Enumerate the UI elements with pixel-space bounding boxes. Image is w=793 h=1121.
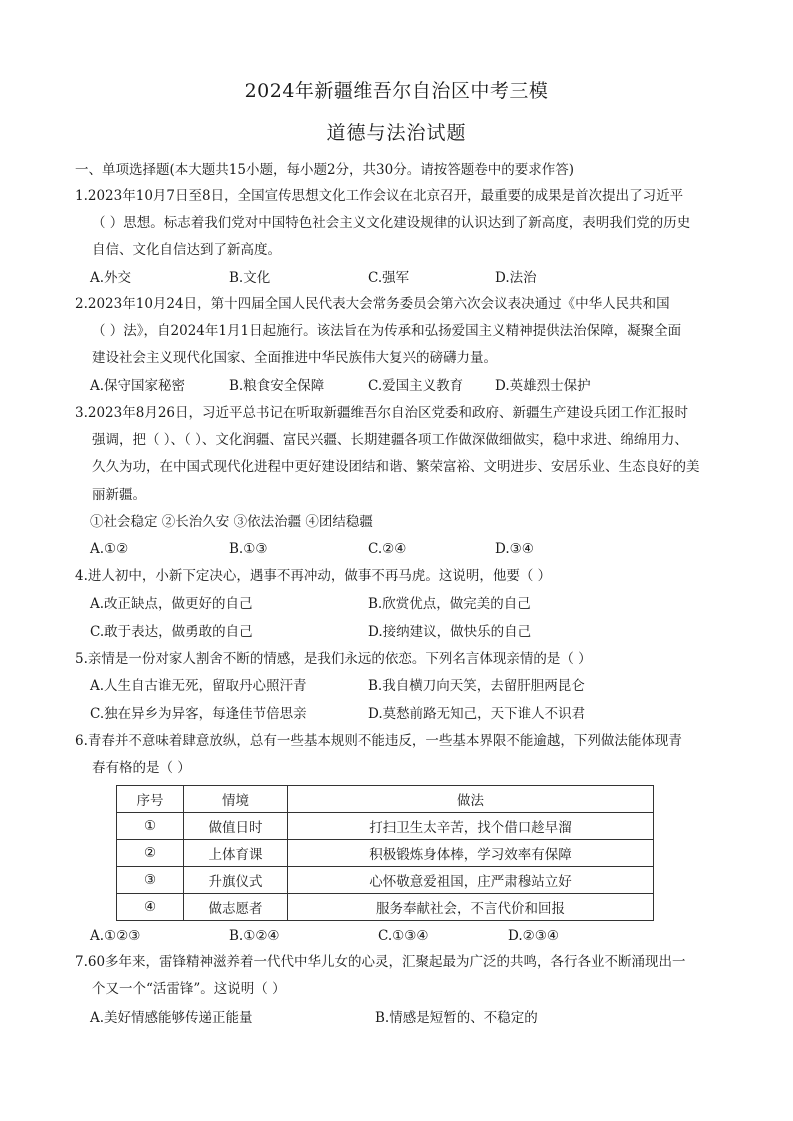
question-5-line-1: 5.亲情是一份对家人割舍不断的情感，是我们永远的依恋。下列名言体现亲情的是（ ）: [75, 651, 592, 667]
exam-title: 2024年新疆维吾尔自治区中考三模: [244, 80, 549, 102]
question-5-option-a[interactable]: A.人生自古谁无死，留取丹心照汗青: [90, 678, 307, 694]
question-6-option-c[interactable]: C.①③④: [378, 928, 429, 944]
table-cell: ④: [117, 894, 184, 921]
question-6-option-a[interactable]: A.①②③: [90, 928, 141, 944]
question-5-option-c[interactable]: C.独在异乡为异客，每逢佳节倍思亲: [90, 706, 307, 722]
question-1-line-1: 1.2023年10月7日至8日，全国宣传思想文化工作会议在北京召开，最重要的成果是首次提出了习近平: [75, 188, 684, 204]
question-2-option-b[interactable]: B.粮食安全保障: [229, 378, 325, 394]
question-3-line-2: 强调，把（ ）、（ ）、文化润疆、富民兴疆、长期建疆各项工作做深做细做实，稳中求进、绵绵用力、: [92, 432, 688, 448]
question-5-option-b[interactable]: B.我自横刀向天笑，去留肝胆两昆仑: [368, 678, 585, 694]
table-cell: 升旗仪式: [184, 867, 288, 894]
table-cell: 服务奉献社会，不言代价和回报: [288, 894, 654, 921]
table-cell: 积极锻炼身体棒，学习效率有保障: [288, 840, 654, 867]
question-1-option-d[interactable]: D.法治: [495, 270, 537, 286]
question-1-option-b[interactable]: B.文化: [229, 270, 271, 286]
question-7-option-b[interactable]: B.情感是短暂的、不稳定的: [375, 1010, 538, 1026]
question-7-line-1: 7.60多年来，雷锋精神滋养着一代代中华儿女的心灵，汇聚起最为广泛的共鸣，各行各业不断涌现出一: [75, 954, 686, 970]
section-heading: 一、单项选择题(本大题共15小题，每小题2分，共30分。请按答题卷中的要求作答): [75, 162, 574, 178]
question-7-line-2: 个又一个“活雷锋”。这说明（ ）: [92, 981, 286, 997]
table-header-scenario: 情境: [184, 786, 288, 813]
table-cell: 做值日时: [184, 813, 288, 840]
question-4-option-a[interactable]: A.改正缺点，做更好的自己: [90, 596, 253, 612]
question-3-option-b[interactable]: B.①③: [229, 541, 268, 557]
question-1-line-3: 自信、文化自信达到了新高度。: [92, 242, 281, 258]
exam-subtitle: 道德与法治试题: [326, 122, 467, 144]
question-1-option-c[interactable]: C.强军: [368, 270, 410, 286]
table-header-practice: 做法: [288, 786, 654, 813]
question-7-option-a[interactable]: A.美好情感能够传递正能量: [90, 1010, 253, 1026]
question-5-option-d[interactable]: D.莫愁前路无知己，天下谁人不识君: [368, 706, 586, 722]
question-6-option-b[interactable]: B.①②④: [229, 928, 280, 944]
question-2-line-1: 2.2023年10月24日，第十四届全国人民代表大会常务委员会第六次会议表决通过《中华人民共和国: [75, 296, 670, 312]
table-row: [117, 813, 654, 840]
question-4-option-d[interactable]: D.接纳建议，做快乐的自己: [368, 624, 532, 640]
question-2-option-a[interactable]: A.保守国家秘密: [90, 378, 186, 394]
question-2-line-2: （ ）法》，自2024年1月1日起施行。该法旨在为传承和弘扬爱国主义精神提供法治保障，凝聚全面: [92, 323, 682, 339]
table-row: [117, 867, 654, 894]
question-3-line-1: 3.2023年8月26日，习近平总书记在听取新疆维吾尔自治区党委和政府、新疆生产建设兵团工作汇报时: [75, 405, 689, 421]
question-6-line-2: 春有格的是（ ）: [92, 760, 191, 776]
table-header-number: 序号: [117, 786, 184, 813]
question-3-line-3: 久久为功，在中国式现代化进程中更好建设团结和谐、繁荣富裕、文明进步、安居乐业、生态良好的美: [92, 459, 700, 475]
table-cell: 上体育课: [184, 840, 288, 867]
table-row: [117, 894, 654, 921]
question-3-line-4: 丽新疆。: [92, 487, 146, 503]
question-2-option-d[interactable]: D.英雄烈士保护: [495, 378, 591, 394]
question-1-option-a[interactable]: A.外交: [90, 270, 132, 286]
question-1-line-2: （ ）思想。标志着我们党对中国特色社会主义文化建设规律的认识达到了新高度，表明我们党的历史: [92, 215, 691, 231]
question-6-line-1: 6.青春并不意味着肆意放纵，总有一些基本规则不能违反，一些基本界限不能逾越，下列做法能体现青: [75, 733, 682, 749]
table-cell: 做志愿者: [184, 894, 288, 921]
question-3-option-c[interactable]: C.②④: [368, 541, 407, 557]
table-cell: ③: [117, 867, 184, 894]
question-2-line-3: 建设社会主义现代化国家、全面推进中华民族伟大复兴的磅礴力量。: [92, 350, 497, 366]
question-4-option-c[interactable]: C.敢于表达，做勇敢的自己: [90, 624, 253, 640]
table-header-row: [117, 786, 654, 813]
question-6-option-d[interactable]: D.②③④: [508, 928, 559, 944]
question-2-option-c[interactable]: C.爱国主义教育: [368, 378, 464, 394]
table-cell: 心怀敬意爱祖国，庄严肃穆站立好: [288, 867, 654, 894]
question-4-line-1: 4.进人初中，小新下定决心，遇事不再冲动，做事不再马虎。这说明，他要（ ）: [75, 568, 552, 584]
question-3-statements: ①社会稳定 ②长治久安 ③依法治疆 ④团结稳疆: [90, 514, 373, 530]
table-row: [117, 840, 654, 867]
table-cell: 打扫卫生太辛苦，找个借口趁早溜: [288, 813, 654, 840]
question-3-option-d[interactable]: D.③④: [495, 541, 534, 557]
table-cell: ②: [117, 840, 184, 867]
question-6-table: [116, 785, 654, 921]
table-cell: ①: [117, 813, 184, 840]
question-4-option-b[interactable]: B.欣赏优点，做完美的自己: [368, 596, 531, 612]
question-3-option-a[interactable]: A.①②: [90, 541, 129, 557]
